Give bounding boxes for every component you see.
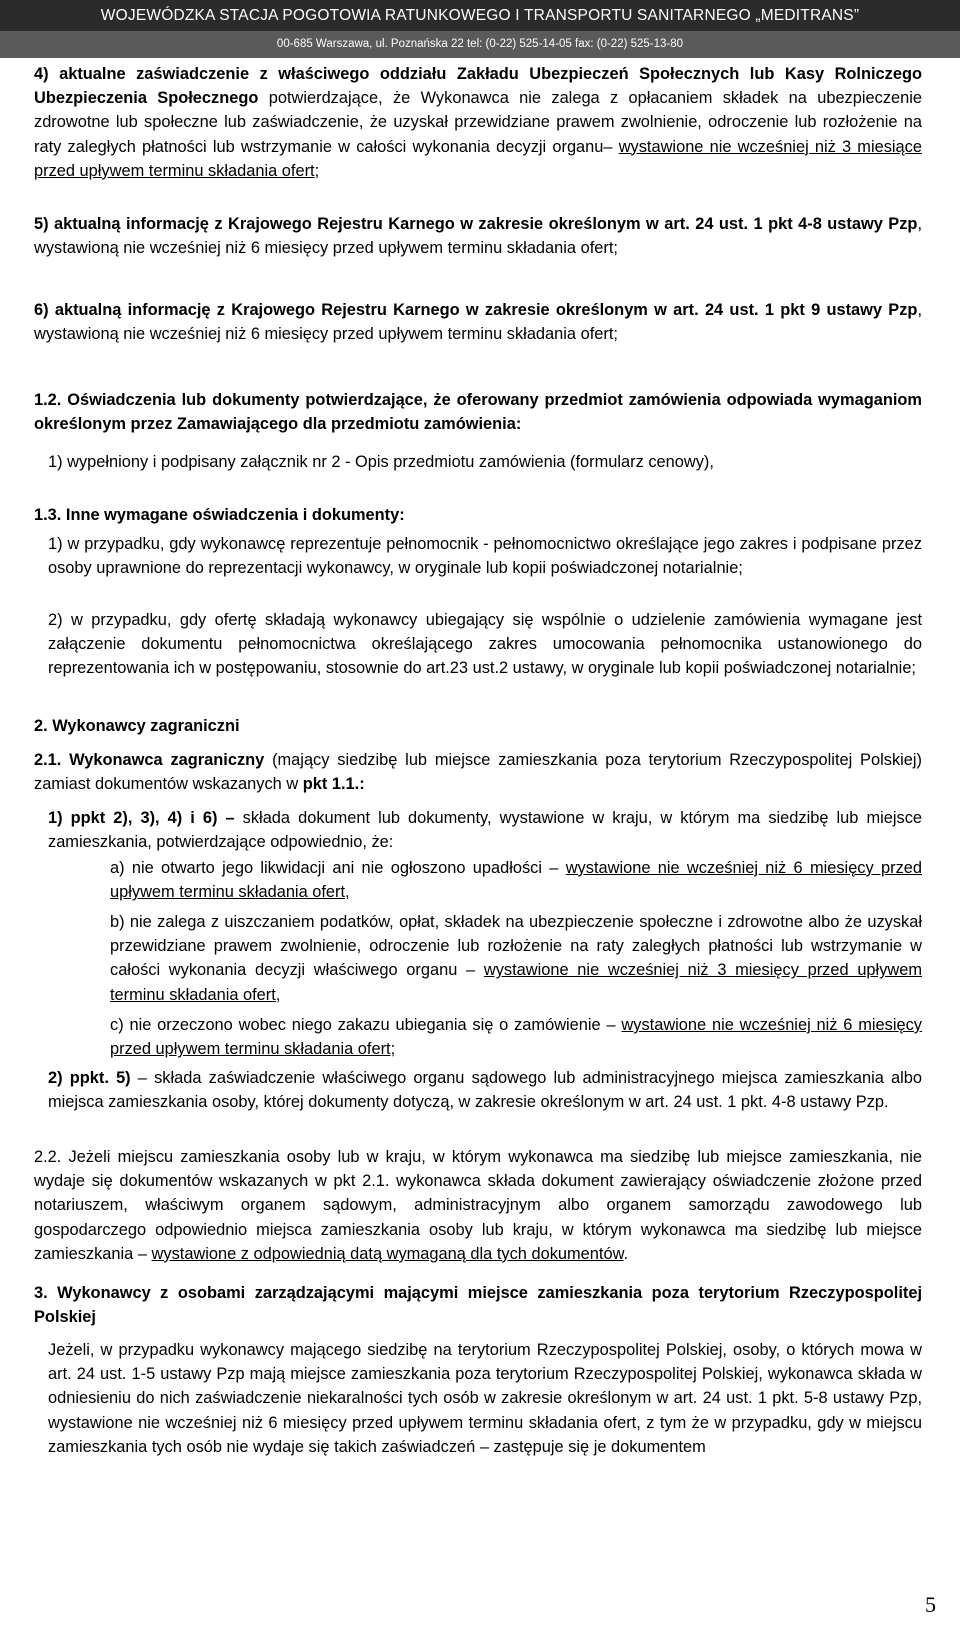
section-1-3-item-1: 1) w przypadku, gdy wykonawcę reprezentuje pełnomocnik - pełnomocnictwo określające jego zakres i podpisane przez osoby uprawnione do reprezentacji wykonawcy, w oryginale lub kopii poświadczonej notarialnie; <box>48 535 922 578</box>
paragraph-4 <box>34 62 922 183</box>
paragraph-5 <box>34 212 922 260</box>
section-1-2-heading: 1.2. Oświadczenia lub dokumenty potwierdzające, że oferowany przedmiot zamówienia odpowiada wymaganiom określonym przez Zamawiającego dla przedmiotu zamówienia: <box>34 391 922 434</box>
section-2-2-text: 2.2. Jeżeli miejscu zamieszkania osoby lub w kraju, w którym wykonawca ma siedzibę lub miejsce zamieszkania, nie wydaje się dokumentów wskazanych w pkt 2.1. wykonawca składa dokument zawierający oświadczenie złożone przed notariuszem, właściwym organem sądowym, administracyjnym albo organem samorządu zawodowego lub gospodarczego odpowiednio miejsca zamieszkania osoby lub kraju, w którym wykonawca ma siedzibę lub miejsce zamieszkania – <box>34 1148 922 1263</box>
section-2-2-deadline: wystawione z odpowiednią datą wymaganą dla tych dokumentów <box>151 1244 624 1263</box>
item-a-deadline: wystawione nie wcześniej niż 6 miesięcy przed upływem terminu składania ofert, <box>110 859 923 902</box>
header-address: 00-685 Warszawa, ul. Poznańska 22 tel: (0-22) 525-14-05 fax: (0-22) 525-13-80 <box>0 31 960 58</box>
section-2-1-item-2-bold: 2) ppkt. 5) <box>48 1069 131 1087</box>
paragraph-4-bold: 4) aktualne zaświadczenie z właściwego oddziału Zakładu Ubezpieczeń Społecznych lub Kasy Rolniczego Ubezpieczenia Społecznego <box>34 65 922 108</box>
section-2-heading: 2. Wykonawcy zagraniczni <box>34 717 240 735</box>
section-2-2 <box>34 1145 922 1266</box>
section-2-1-text: (mający siedzibę lub miejsce zamieszkania poza terytorium Rzeczypospolitej Polskiej) zamiast dokumentów wskazanych w <box>34 751 922 794</box>
item-a-text: a) nie otwarto jego likwidacji ani nie ogłoszono upadłości – <box>110 859 566 877</box>
paragraph-6-bold: 6) aktualną informację z Krajowego Rejestru Karnego w zakresie określonym w art. 24 ust. 1 pkt 9 ustawy Pzp <box>34 301 918 319</box>
section-3-text: Jeżeli, w przypadku wykonawcy mającego siedzibę na terytorium Rzeczypospolitej Polskiej, osoby, o których mowa w art. 24 ust. 1-5 ustawy Pzp mają miejsce zamieszkania poza terytorium Rzeczypospolitej Polskiej, wykonawca składa w odniesieniu do nich zaświadczenie niekaralności tych osób w zakresie określonym w art. 24 ust. 1 pkt. 5-8 ustawy Pzp, wystawione nie wcześniej niż 6 miesięcy przed upływem terminu składania ofert, z tym że w przypadku, gdy w miejscu zamieszkania tych osób nie wydaje się takich zaświadczeń – zastępuje się je dokumentem <box>48 1341 922 1456</box>
section-2-1-item-1-text: składa dokument lub dokumenty, wystawione w kraju, w którym ma siedzibę lub miejsce zamieszkania, potwierdzające odpowiednio, że: <box>48 809 922 852</box>
section-2-1-intro <box>34 748 922 796</box>
paragraph-4-deadline: wystawione nie wcześniej niż 3 miesiące przed upływem terminu składania ofert; <box>34 137 922 180</box>
header-title: WOJEWÓDZKA STACJA POGOTOWIA RATUNKOWEGO I TRANSPORTU SANITARNEGO „MEDITRANS” <box>0 0 960 31</box>
item-b-text: b) nie zalega z uiszczaniem podatków, opłat, składek na ubezpieczenie społeczne i zdrowotne albo że uzyskał przewidziane prawem zwolnienie, odroczenie lub rozłożenie na raty zaległych płatności lub wstrzymanie w całości wykonania decyzji właściwego organu – <box>110 913 922 980</box>
paragraph-4-text: potwierdzające, że Wykonawca nie zalega z opłacaniem składek na ubezpieczenie zdrowotne lub społeczne lub zaświadczenie, że uzyskał przewidziane prawem zwolnienie, odroczenie lub rozłożenie na raty zaległych płatności lub wstrzymanie w całości wykonania decyzji organu– <box>34 89 923 156</box>
section-2-1-item-b <box>110 910 922 1007</box>
section-2-1-item-a <box>110 856 922 904</box>
paragraph-6 <box>34 298 922 346</box>
section-2-1-item-1-bold: 1) ppkt 2), 3), 4) i 6) – <box>48 809 235 827</box>
paragraph-5-bold: 5) aktualną informację z Krajowego Rejestru Karnego w zakresie określonym w art. 24 ust. 1 pkt 4-8 ustawy Pzp <box>34 215 918 233</box>
section-2-1-heading: 2.1. Wykonawca zagraniczny <box>34 751 265 769</box>
section-3-heading: 3. Wykonawcy z osobami zarządzającymi mającymi miejsce zamieszkania poza terytorium Rzeczypospolitej Polskiej <box>34 1284 922 1327</box>
section-1-2-item-1: 1) wypełniony i podpisany załącznik nr 2 - Opis przedmiotu zamówienia (formularz cenowy), <box>48 453 714 471</box>
paragraph-6-text: , wystawioną nie wcześniej niż 6 miesięcy przed upływem terminu składania ofert; <box>34 301 922 344</box>
section-1-3-item-2: 2) w przypadku, gdy ofertę składają wykonawcy ubiegający się wspólnie o udzielenie zamówienia wymagane jest załączenie dokumentu pełnomocnictwa określającego zakres umocowania pełnomocnika ustanowionego do reprezentowania ich w postępowaniu, stosownie do art.23 ust.2 ustawy, w oryginale lub kopii poświadczonej notarialnie; <box>48 611 922 678</box>
section-2-1-item-c <box>110 1013 922 1061</box>
page-number: 5 <box>925 1592 936 1617</box>
section-2-2-end: . <box>623 1244 629 1263</box>
paragraph-5-text: , wystawioną nie wcześniej niż 6 miesięcy przed upływem terminu składania ofert; <box>34 215 922 258</box>
section-2-1-item-2 <box>48 1066 922 1114</box>
item-c-deadline: wystawione nie wcześniej niż 6 miesięcy przed upływem terminu składania ofert; <box>110 1016 922 1059</box>
section-2-1-item-2-text: – składa zaświadczenie właściwego organu sądowego lub administracyjnego miejsca zamieszkania albo miejsca zamieszkania osoby, której dokumenty dotyczą, w zakresie określonym w art. 24 ust. 1 pkt. 4-8 ustawy Pzp. <box>48 1069 922 1112</box>
section-2-1-ref: pkt 1.1.: <box>302 775 365 794</box>
section-1-3-heading: 1.3. Inne wymagane oświadczenia i dokumenty: <box>34 506 405 524</box>
item-b-deadline: wystawione nie wcześniej niż 3 miesięcy przed upływem terminu składania ofert, <box>110 961 922 1004</box>
section-2-1-item-1 <box>48 806 922 854</box>
item-c-text: c) nie orzeczono wobec niego zakazu ubiegania się o zamówienie – <box>110 1016 622 1034</box>
